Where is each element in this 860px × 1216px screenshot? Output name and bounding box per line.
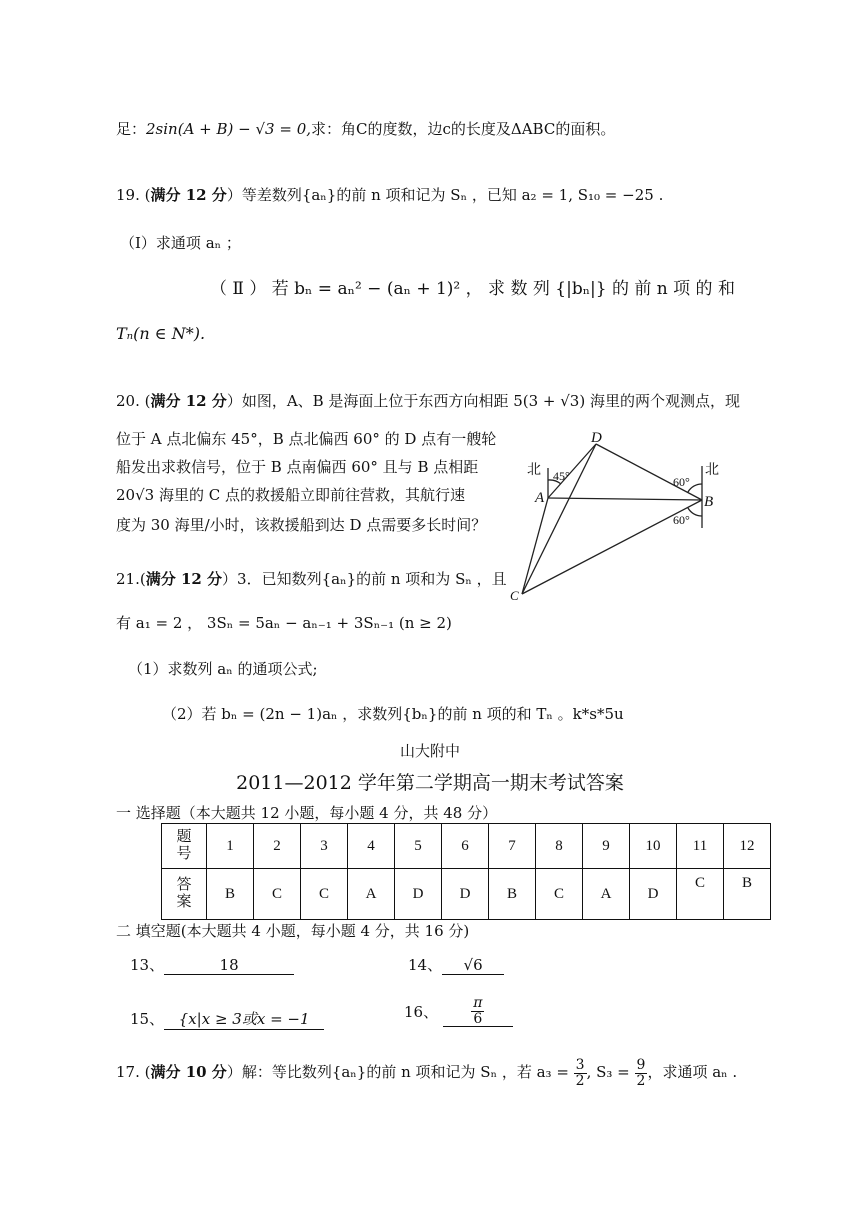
fraction-numerator: π <box>473 995 483 1011</box>
problem-17 <box>116 1058 737 1088</box>
answer-13 <box>130 954 294 975</box>
angle-arc-b-bottom <box>688 508 702 516</box>
segment-bd <box>596 444 702 500</box>
problem-text: , S₃ = <box>586 1063 635 1082</box>
problem-18-tail <box>116 118 615 139</box>
answer-label: 13、 <box>130 956 165 974</box>
table-cell: 10 <box>630 824 677 869</box>
answer-15 <box>130 1008 324 1030</box>
score: 满分 12 分 <box>150 392 227 410</box>
table-row-answers <box>162 869 771 920</box>
problem-21 <box>116 568 507 589</box>
table-cell: 2 <box>254 824 301 869</box>
problem-text: ，求通项 aₙ . <box>647 1063 738 1082</box>
fraction <box>471 996 484 1026</box>
segment-ab <box>548 498 702 500</box>
label-north-right: 北 <box>705 463 719 478</box>
table-cell: A <box>583 869 630 920</box>
table-cell: D <box>395 869 442 920</box>
table-cell: 4 <box>348 824 395 869</box>
table-row-numbers <box>162 824 771 869</box>
table-header-cell: 答 案 <box>162 869 207 920</box>
geometry-figure <box>505 428 735 613</box>
problem-20-line2: 位于 A 点北偏东 45°，B 点北偏西 60° 的 D 点有一艘轮 <box>116 430 497 448</box>
answer-table <box>161 823 771 920</box>
answer-14 <box>408 954 504 975</box>
formula: 2sin(A + B) − √3 = 0, <box>146 120 312 138</box>
problem-21-line2: 有 a₁ = 2 ， 3Sₙ = 5aₙ − aₙ₋₁ + 3Sₙ₋₁ (n ≥ 2) <box>116 614 452 632</box>
table-cell: 6 <box>442 824 489 869</box>
table-cell: 7 <box>489 824 536 869</box>
table-cell: B <box>489 869 536 920</box>
answer-label: 14、 <box>408 956 443 974</box>
fraction-denominator: 2 <box>575 1072 585 1089</box>
score: 满分 12 分 <box>150 186 227 204</box>
answer-value: {x|x ≥ 3或x = −1 <box>164 1008 324 1030</box>
score: 满分 10 分 <box>150 1063 227 1082</box>
problem-20-line4: 20√3 海里的 C 点的救援船立即前往营救，其航行速 <box>116 486 465 504</box>
fraction-numerator: 3 <box>575 1057 585 1073</box>
fraction-denominator: 2 <box>636 1072 646 1089</box>
fraction-s3 <box>635 1058 648 1088</box>
table-cell: 1 <box>207 824 254 869</box>
section-2-heading: 二 填空题(本大题共 4 小题，每小题 4 分，共 16 分) <box>116 922 470 940</box>
label-a: A <box>535 490 545 506</box>
score: 满分 12 分 <box>145 570 223 588</box>
table-cell: 11 <box>677 824 724 869</box>
fraction-numerator: 9 <box>636 1057 646 1073</box>
problem-20-line3: 船发出求救信号，位于 B 点南偏西 60° 且与 B 点相距 <box>116 458 479 476</box>
label-b: B <box>704 494 714 510</box>
label-d: D <box>591 430 602 446</box>
table-cell: D <box>442 869 489 920</box>
problem-21-part2: （2）若 bₙ = (2n − 1)aₙ ，求数列{bₙ}的前 n 项的和 Tₙ 。k*s*5u <box>162 705 624 723</box>
label-c: C <box>510 588 519 603</box>
answer-label: 16、 <box>404 1003 439 1022</box>
problem-20-line5: 度为 30 海里/小时，该救援船到达 D 点需要多长时间？ <box>116 516 487 534</box>
answer-label: 15、 <box>130 1010 165 1028</box>
text: 求：角C的度数，边c的长度及ΔABC的面积。 <box>311 120 616 138</box>
segment-ac <box>522 498 548 594</box>
section-1-heading: 一 选择题（本大题共 12 小题，每小题 4 分，共 48 分） <box>116 804 498 822</box>
table-cell: A <box>348 869 395 920</box>
problem-text: ）如图，A、B 是海面上位于东西方向相距 5(3 + √3) 海里的两个观测点，现 <box>226 392 740 410</box>
problem-19-part2: （ Ⅱ ） 若 bₙ = aₙ² − (aₙ + 1)² ， 求 数 列 {|bₙ|} 的 前 n 项 的 和 <box>210 279 735 299</box>
problem-text: ）解：等比数列{aₙ}的前 n 项和记为 Sₙ ，若 a₃ = <box>226 1063 574 1082</box>
table-cell: B <box>207 869 254 920</box>
table-cell: B <box>724 869 771 920</box>
table-cell: 12 <box>724 824 771 869</box>
problem-number: 19. ( <box>116 186 151 204</box>
angle-label-b-top: 60° <box>673 475 690 489</box>
problem-21-part1: （1）求数列 aₙ 的通项公式; <box>128 660 318 678</box>
problem-19-part1: （Ⅰ）求通项 aₙ ； <box>120 234 241 252</box>
table-cell: C <box>254 869 301 920</box>
angle-label-a: 45° <box>553 469 570 483</box>
problem-number: 21.( <box>116 570 146 588</box>
table-cell: C <box>536 869 583 920</box>
table-cell: 8 <box>536 824 583 869</box>
table-cell: 5 <box>395 824 442 869</box>
answer-value <box>443 996 513 1027</box>
fraction-a3 <box>574 1058 587 1088</box>
table-cell: 3 <box>301 824 348 869</box>
text-prefix: 足： <box>116 120 147 138</box>
angle-label-b-bottom: 60° <box>673 513 690 527</box>
table-cell: C <box>301 869 348 920</box>
label-north-left: 北 <box>527 463 541 478</box>
answer-value: 18 <box>164 956 294 975</box>
answer-16 <box>404 996 513 1027</box>
fraction-denominator: 6 <box>473 1010 483 1027</box>
table-cell: C <box>677 869 724 920</box>
problem-20 <box>116 390 740 411</box>
table-cell: D <box>630 869 677 920</box>
answer-value: √6 <box>442 956 504 975</box>
problem-text: ）3．已知数列{aₙ}的前 n 项和为 Sₙ ，且 <box>222 570 507 588</box>
angle-arc-b-top <box>688 484 702 492</box>
problem-number: 20. ( <box>116 392 151 410</box>
table-header-cell: 题 号 <box>162 824 207 869</box>
problem-number: 17. ( <box>116 1063 151 1082</box>
exam-title: 2011—2012 学年第二学期高一期末考试答案 <box>236 772 624 794</box>
problem-19 <box>116 184 663 205</box>
table-cell: 9 <box>583 824 630 869</box>
problem-19-part2-cont: Tₙ(n ∈ N*). <box>116 324 206 343</box>
school-name: 山大附中 <box>399 742 460 760</box>
problem-text: ）等差数列{aₙ}的前 n 项和记为 Sₙ ，已知 a₂ = 1, S₁₀ = −25 . <box>226 186 664 204</box>
